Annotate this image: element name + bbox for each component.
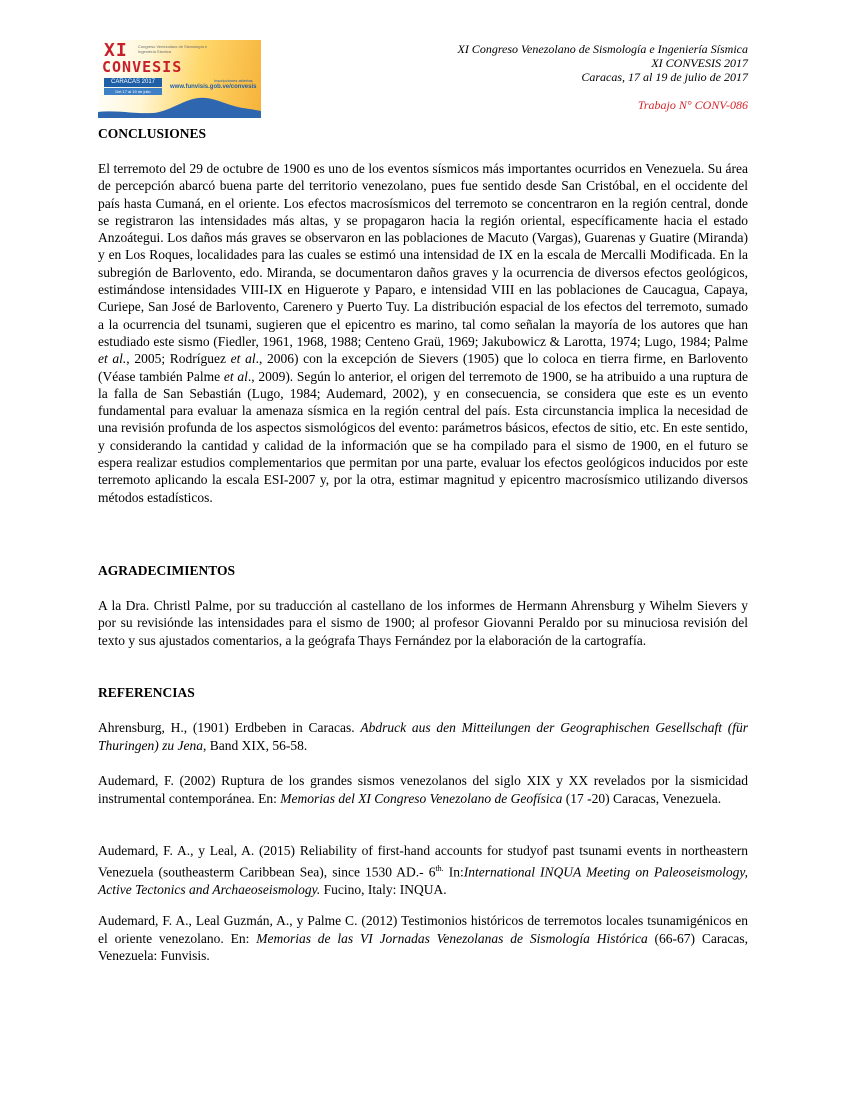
conclusions-heading: CONCLUSIONES [98, 126, 207, 141]
logo-url: www.funvisis.gob.ve/convesis [170, 84, 257, 90]
reference-item: Audemard, F. A., Leal Guzmán, A., y Palme C. (2012) Testimonios históricos de terremotos locales tsunamigénicos en el oriente venezolano. En: Memorias de las VI Jornadas Venezolanas de Sismología Histórica (66-67) Caracas, Venezuela: Funvisis. [98, 913, 748, 963]
reference-item: Ahrensburg, H., (1901) Erdbeben in Caracas. Abdruck aus den Mitteilungen der Geographischen Gesellschaft (für Thuringen) zu Jena, Band XIX, 56-58. [98, 720, 748, 753]
logo-city: CARACAS 2017 [104, 78, 162, 87]
mountain-silhouette-icon [98, 92, 261, 118]
logo-inscriptions: Inscripciones abiertas [214, 78, 253, 83]
header-paper-number: Trabajo N° CONV-086 [637, 98, 748, 112]
logo-dates: Del 17 al 19 de julio [104, 88, 162, 95]
reference-item: Audemard, F. (2002) Ruptura de los grandes sismos venezolanos del siglo XIX y XX revelados por la sismicidad instrumental contemporánea. En: Memorias del XI Congreso Venezolano de Geofísica (17 -20) Caracas, Venezuela. [98, 773, 748, 806]
logo-numeral: XI [104, 40, 128, 61]
logo-subtitle: Congreso Venezolano de Sismología e Ingeniería Sísmica [138, 44, 208, 54]
header-conference-acronym: XI CONVESIS 2017 [651, 56, 748, 70]
conference-logo [98, 40, 261, 118]
logo-name: CONVESIS [102, 58, 183, 76]
acknowledgements-heading: AGRADECIMIENTOS [98, 563, 236, 578]
references-heading: REFERENCIAS [98, 685, 195, 700]
reference-item: Audemard, F. A., y Leal, A. (2015) Reliability of first-hand accounts for studyof past tsunami events in northeastern Venezuela (southeasterm Caribbean Sea), since 1530 AD.- $6^{th.}$ In:International INQUA Meeting on Paleoseismology, Active Tectonics and Archaeoseismology. Fucino, Italy: INQUA. [98, 843, 748, 897]
header-conference-title: XI Congreso Venezolano de Sismología e Ingeniería Sísmica [457, 42, 748, 56]
header-conference-dates: Caracas, 17 al 19 de julio de 2017 [581, 70, 748, 84]
acknowledgements-paragraph: A la Dra. Christl Palme, por su traducción al castellano de los informes de Hermann Ahrensburg y Wihelm Sievers y por su revisiónde las intensidades para el sismo de 1900; al profesor Giovanni Peraldo por su minuciosa revisión del texto y sus ajustados comentarios, a la geógrafa Thays Fernández por la elaboración de la cartografía. [98, 598, 748, 648]
conclusions-paragraph: El terremoto del 29 de octubre de 1900 es uno de los eventos sísmicos más importantes ocurridos en Venezuela. Su área de percepción abarcó buena parte del territorio venezolano, pues fue sentido desde San Cristóbal, en el occidente del país hasta Cumaná, en el oriente. Los efectos macrosísmicos del terremoto se concentraron en la región central, donde se registraron las intensidades más altas, y se propagaron hacia la región oriental, específicamente hacia el estado Anzoátegui. Los daños más graves se observaron en las poblaciones de Macuto (Vargas), Guarenas y Guatire (Miranda) y en Los Roques, localidades para las cuales se estimó una intensidad de IX en la escala de Mercalli Modificada. En la subregión de Barlovento, edo. Miranda, se documentaron daños graves y la ocurrencia de diversos efectos geológicos, estimándose intensidades VIII-IX en Higuerote y Paparo, e intensidad VIII en las poblaciones de Caucagua, Capaya, Curiepe, San José de Barlovento, Carenero y Puerto Tuy. La distribución espacial de los efectos del terremoto, sumado a la ocurrencia del tsunami, sugieren que el epicentro es marino, tal como señalan la mayoría de los autores que han estudiado este sismo (Fiedler, 1961, 1968, 1988; Centeno Graü, 1969; Jakubowicz & Larotta, 1974; Lugo, 1984; Palme et al., 2005; Rodríguez et al., 2006) con la excepción de Sievers (1905) que lo coloca en tierra firme, en Barlovento (Véase también Palme et al., 2009). Según lo anterior, el origen del terremoto de 1900, se ha atribuido a una ruptura de la falla de San Sebastián (Lugo, 1984; Audemard, 2002), y en consecuencia, se considera que este es un evento fundamental para evaluar la amenaza sísmica en la región central del país. Esta circunstancia implica la necesidad de una revisión profunda de los aspectos sismológicos del evento: parámetros básicos, efectos de sitio, etc. En este sentido, y considerando la cantidad y calidad de la información que se ha compilado para el sismo de 1900, en el futuro se espera realizar estudios complementarios que permitan por una parte, evaluar los efectos geológicos inducidos por este terremoto aplicando la escala ESI-2007 y, por la otra, estimar magnitud y epicentro macrosísmico utilizando diversos métodos estadísticos. [98, 161, 749, 505]
